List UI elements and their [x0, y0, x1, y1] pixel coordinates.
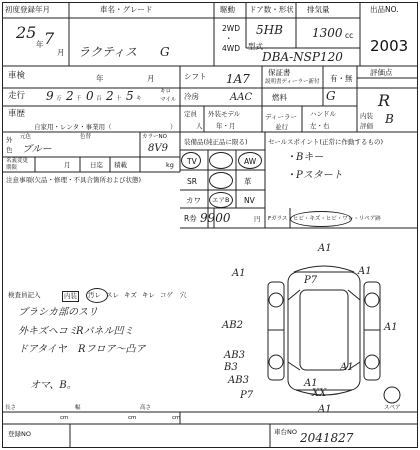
inspector-tag: コゲ	[160, 291, 173, 299]
model-value: DBA-NSP120	[262, 50, 343, 64]
door-value: 5HB	[256, 23, 283, 37]
name-change-label-2: 期限	[6, 165, 18, 171]
color-label-2: 色	[6, 146, 13, 154]
grade-value: G	[160, 45, 170, 59]
glass-scratch-options: ヒビ・キズ・ヒビ・ワレ・リペア跡	[293, 216, 381, 222]
damage-mark: A1	[304, 378, 318, 389]
equip-leather: 革	[244, 177, 252, 186]
damage-mark: AB2	[222, 320, 243, 331]
car-name-grade-label: 車名・グレード	[100, 5, 153, 14]
month-unit: 月	[57, 48, 65, 57]
mileage-label: 走行	[8, 91, 26, 101]
fuel-label: 燃料	[272, 93, 287, 102]
score-value: R	[378, 91, 391, 110]
chassis-no-value: 2041827	[300, 431, 354, 445]
damage-mark: A1	[340, 362, 354, 373]
length-unit: cm	[60, 415, 69, 421]
equipment-title	[184, 138, 248, 147]
mileage-sep: キ	[136, 96, 142, 102]
dealer-label: ディーラー	[265, 113, 297, 121]
drive-label: 駆動	[220, 5, 235, 14]
damage-mark: AB3	[228, 375, 249, 386]
inspector-note: オマ、B。	[30, 380, 77, 391]
reg-no-label: 登録NO	[8, 430, 31, 438]
aircon-label: 冷房	[184, 92, 199, 101]
inspector-note: Rパネル凹ミ	[76, 326, 134, 337]
model-label: 型式	[248, 42, 263, 51]
mileage-digit: 5	[126, 89, 134, 103]
damage-mark: AB3	[224, 350, 245, 361]
name-change-label-1: 名義変更	[6, 158, 29, 164]
mileage-digit: 2	[66, 89, 74, 103]
mileage-digits	[42, 90, 162, 106]
handle-label: ハンドル	[310, 110, 336, 118]
shift-label: シフト	[184, 72, 207, 81]
mileage-mile-unit: マイル	[160, 97, 177, 103]
height-label: 高さ	[140, 405, 152, 411]
inspector-tag: キレ	[142, 291, 155, 299]
r-ken-label: R券	[184, 214, 197, 223]
inspector-note: ドアタイヤ	[18, 344, 67, 355]
equip-nv: NV	[244, 196, 255, 205]
width-label: 幅	[75, 405, 81, 411]
displacement-label: 排気量	[307, 5, 330, 14]
shaken-year-unit: 年	[96, 74, 104, 83]
fuel-value: G	[326, 89, 336, 103]
inspector-note: Rフロア～凸ア	[78, 344, 146, 355]
inspector-tag: 汚レ	[88, 291, 101, 299]
capacity-label: 定員	[184, 110, 197, 118]
listing-no-label: 出品NO.	[370, 5, 399, 14]
displacement-value: 1300	[312, 26, 343, 40]
shaken-label: 車検	[8, 71, 26, 81]
original-color-label: 元色	[20, 134, 32, 140]
load-label: 積載	[114, 161, 127, 169]
history-paren: ）	[170, 123, 177, 131]
equip-airbag: エアB	[212, 196, 230, 204]
drive-dot: ・	[225, 34, 233, 43]
mileage-sep: 百	[96, 96, 102, 102]
width-unit: cm	[128, 415, 137, 421]
load-kg-unit: kg	[166, 161, 174, 169]
equipment-title-sub: (純正品に限る)	[203, 138, 248, 146]
first-reg-year: 25	[16, 23, 37, 42]
r-ken-value: 9900	[200, 211, 231, 225]
color-no-label: カラーNO	[142, 134, 167, 140]
listing-no-value: 2003	[370, 37, 409, 55]
damage-mark: A1	[318, 404, 332, 415]
capacity-unit: 人	[196, 122, 203, 130]
drive-2wd: 2WD	[222, 24, 240, 33]
inspector-tag: 内装	[64, 292, 77, 300]
name-change-month: 月	[64, 161, 71, 169]
aircon-value: AAC	[230, 92, 253, 103]
chassis-no-label: 車台NO	[274, 428, 297, 436]
warranty-sub-label: 説明書ディーラー新付	[265, 79, 320, 85]
displacement-unit: cc	[345, 31, 354, 40]
ext-model-label: 外装モデル	[208, 110, 241, 118]
inspector-tag: スレ	[106, 291, 119, 299]
selling-point-item: ・Pスタート	[286, 170, 343, 181]
damage-mark: A1	[232, 268, 246, 279]
shaken-month-unit: 月	[147, 74, 155, 83]
shift-value: 1A7	[226, 72, 250, 86]
history-label: 車歴	[8, 109, 26, 119]
mileage-km-unit: キロ	[160, 89, 172, 95]
notes-title: 注意事項(欠品・修理・不具合箇所および状態)	[6, 176, 142, 184]
warranty-options: 有・無	[330, 74, 353, 83]
year-unit: 年	[36, 40, 44, 49]
inspector-tag: 穴	[180, 291, 187, 299]
inspector-note: プラシカ部のスリ	[18, 307, 98, 318]
damage-mark: P7	[304, 275, 318, 286]
car-name-value: ラクティス	[78, 45, 138, 59]
mileage-sep: 万	[56, 96, 62, 102]
spare-label: スペア	[384, 405, 401, 411]
damage-mark: A1	[384, 322, 398, 333]
selling-point-item: ・Bキー	[286, 152, 324, 163]
first-registration-label: 初度登録年月	[5, 5, 50, 14]
r-ken-unit: 円	[254, 215, 261, 223]
color-value: ブルー	[22, 144, 52, 155]
name-change-day: 日迄	[90, 161, 103, 169]
inspector-title: 検査員記入	[8, 291, 41, 299]
equip-sr: SR	[187, 177, 197, 186]
equip-kawa: カワ	[186, 196, 201, 205]
height-unit: cm	[172, 415, 181, 421]
color-label-1: 外	[6, 136, 13, 144]
interior-score: B	[385, 112, 394, 126]
interior-label: 内装	[360, 112, 373, 120]
interior-sub-label: 評価	[360, 122, 373, 130]
inspector-note: 外キズヘコミ	[18, 326, 78, 337]
f-glass-label: Fガラス	[268, 216, 288, 222]
equip-tv: TV	[187, 157, 197, 166]
mileage-digit: 2	[106, 89, 114, 103]
damage-mark: P7	[240, 390, 254, 401]
selling-points-title: セールスポイント(正常に作動するもの)	[268, 138, 383, 146]
damage-mark: A1	[358, 266, 372, 277]
inspector-tags	[62, 289, 212, 301]
mileage-sep: 千	[76, 96, 82, 102]
handle-options: 左・右	[310, 122, 330, 130]
dealer-sub: 並行	[275, 123, 288, 131]
equip-aw: AW	[244, 157, 257, 166]
color-no-value: 8V9	[148, 143, 168, 154]
equipment-title-text: 装備品	[184, 138, 204, 146]
color-change-label: 色替	[80, 134, 92, 140]
mileage-digit: 9	[46, 89, 54, 103]
first-reg-month: 7	[44, 29, 55, 48]
history-sub-label: 自家用・レンタ・事業用（	[34, 123, 112, 131]
damage-mark: XX	[312, 388, 327, 399]
ext-model-options: 年・月	[216, 122, 236, 130]
length-label: 長さ	[5, 405, 17, 411]
inspector-tag: キズ	[124, 291, 137, 299]
damage-mark: B3	[224, 362, 238, 373]
mileage-digit: 0	[86, 89, 94, 103]
drive-4wd: 4WD	[222, 44, 240, 53]
warranty-label: 保証書	[268, 68, 291, 77]
mileage-sep: 十	[116, 96, 122, 102]
door-shape-label: ドア数・形状	[249, 5, 294, 14]
damage-mark: A1	[318, 243, 332, 254]
score-label: 評価点	[370, 68, 393, 77]
